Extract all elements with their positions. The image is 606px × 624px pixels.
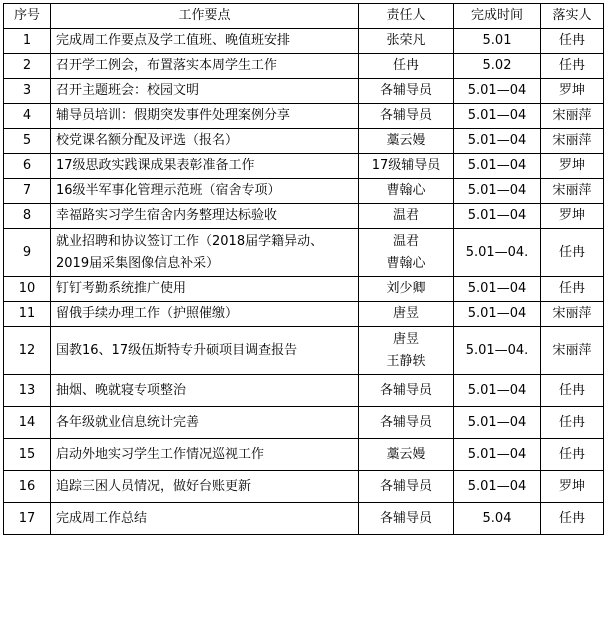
work-plan-table bbox=[3, 3, 604, 535]
cell-no: 8 bbox=[4, 204, 51, 229]
cell-owner: 各辅导员 bbox=[359, 471, 454, 503]
cell-no: 1 bbox=[4, 29, 51, 54]
table-row bbox=[4, 407, 604, 439]
cell-no: 5 bbox=[4, 129, 51, 154]
cell-owner: 温君 曹翰心 bbox=[359, 229, 454, 277]
cell-no: 2 bbox=[4, 54, 51, 79]
cell-owner: 任冉 bbox=[359, 54, 454, 79]
cell-impl: 任冉 bbox=[541, 29, 604, 54]
header-row bbox=[4, 4, 604, 29]
cell-time: 5.01—04 bbox=[454, 179, 541, 204]
table-row bbox=[4, 154, 604, 179]
cell-time: 5.01 bbox=[454, 29, 541, 54]
table-body bbox=[4, 29, 604, 535]
cell-owner: 唐昱 王静轶 bbox=[359, 327, 454, 375]
cell-time: 5.04 bbox=[454, 503, 541, 535]
cell-impl: 任冉 bbox=[541, 277, 604, 302]
cell-impl: 任冉 bbox=[541, 503, 604, 535]
cell-owner: 17级辅导员 bbox=[359, 154, 454, 179]
cell-task: 召开学工例会，布置落实本周学生工作 bbox=[51, 54, 359, 79]
cell-no: 9 bbox=[4, 229, 51, 277]
cell-impl: 罗坤 bbox=[541, 204, 604, 229]
cell-time: 5.01—04 bbox=[454, 154, 541, 179]
header-no: 序号 bbox=[4, 4, 51, 29]
cell-task: 国教16、17级伍斯特专升硕项目调查报告 bbox=[51, 327, 359, 375]
cell-task: 追踪三困人员情况，做好台账更新 bbox=[51, 471, 359, 503]
cell-impl: 罗坤 bbox=[541, 154, 604, 179]
cell-task: 幸福路实习学生宿舍内务整理达标验收 bbox=[51, 204, 359, 229]
header-owner: 责任人 bbox=[359, 4, 454, 29]
cell-task: 就业招聘和协议签订工作（2018届学籍异动、2019届采集图像信息补采） bbox=[51, 229, 359, 277]
cell-time: 5.01—04 bbox=[454, 104, 541, 129]
cell-impl: 任冉 bbox=[541, 439, 604, 471]
cell-impl: 宋丽萍 bbox=[541, 327, 604, 375]
cell-task: 钉钉考勤系统推广使用 bbox=[51, 277, 359, 302]
cell-time: 5.02 bbox=[454, 54, 541, 79]
cell-task: 完成周工作要点及学工值班、晚值班安排 bbox=[51, 29, 359, 54]
table-row bbox=[4, 503, 604, 535]
cell-no: 16 bbox=[4, 471, 51, 503]
cell-time: 5.01—04. bbox=[454, 229, 541, 277]
cell-time: 5.01—04 bbox=[454, 204, 541, 229]
cell-task: 校党课名额分配及评选（报名） bbox=[51, 129, 359, 154]
cell-no: 11 bbox=[4, 302, 51, 327]
cell-owner: 藁云嫚 bbox=[359, 129, 454, 154]
cell-task: 16级半军事化管理示范班（宿舍专项） bbox=[51, 179, 359, 204]
cell-time: 5.01—04 bbox=[454, 407, 541, 439]
header-time: 完成时间 bbox=[454, 4, 541, 29]
cell-time: 5.01—04 bbox=[454, 375, 541, 407]
table-row bbox=[4, 327, 604, 375]
cell-owner: 各辅导员 bbox=[359, 79, 454, 104]
table-row bbox=[4, 471, 604, 503]
cell-time: 5.01—04 bbox=[454, 439, 541, 471]
cell-impl: 宋丽萍 bbox=[541, 179, 604, 204]
table-row bbox=[4, 129, 604, 154]
cell-owner: 张荣凡 bbox=[359, 29, 454, 54]
cell-owner: 刘少卿 bbox=[359, 277, 454, 302]
cell-time: 5.01—04 bbox=[454, 277, 541, 302]
cell-owner: 藁云嫚 bbox=[359, 439, 454, 471]
table-row bbox=[4, 104, 604, 129]
cell-no: 6 bbox=[4, 154, 51, 179]
cell-time: 5.01—04 bbox=[454, 129, 541, 154]
table-row bbox=[4, 229, 604, 277]
cell-owner: 曹翰心 bbox=[359, 179, 454, 204]
cell-task: 召开主题班会：校园文明 bbox=[51, 79, 359, 104]
cell-no: 15 bbox=[4, 439, 51, 471]
cell-no: 7 bbox=[4, 179, 51, 204]
cell-owner: 各辅导员 bbox=[359, 375, 454, 407]
cell-task: 完成周工作总结 bbox=[51, 503, 359, 535]
cell-impl: 任冉 bbox=[541, 229, 604, 277]
cell-task: 各年级就业信息统计完善 bbox=[51, 407, 359, 439]
cell-owner: 各辅导员 bbox=[359, 104, 454, 129]
table-row bbox=[4, 79, 604, 104]
cell-impl: 任冉 bbox=[541, 54, 604, 79]
table-row bbox=[4, 439, 604, 471]
cell-time: 5.01—04 bbox=[454, 79, 541, 104]
cell-task: 17级思政实践课成果表彰准备工作 bbox=[51, 154, 359, 179]
cell-no: 17 bbox=[4, 503, 51, 535]
table-row bbox=[4, 375, 604, 407]
header-impl: 落实人 bbox=[541, 4, 604, 29]
cell-no: 10 bbox=[4, 277, 51, 302]
cell-task: 留俄手续办理工作（护照催缴） bbox=[51, 302, 359, 327]
cell-time: 5.01—04 bbox=[454, 302, 541, 327]
cell-owner: 各辅导员 bbox=[359, 407, 454, 439]
cell-time: 5.01—04 bbox=[454, 471, 541, 503]
cell-impl: 罗坤 bbox=[541, 471, 604, 503]
cell-task: 启动外地实习学生工作情况巡视工作 bbox=[51, 439, 359, 471]
cell-impl: 任冉 bbox=[541, 375, 604, 407]
cell-task: 抽烟、晚就寝专项整治 bbox=[51, 375, 359, 407]
cell-no: 14 bbox=[4, 407, 51, 439]
cell-no: 13 bbox=[4, 375, 51, 407]
cell-impl: 宋丽萍 bbox=[541, 104, 604, 129]
cell-impl: 任冉 bbox=[541, 407, 604, 439]
table-row bbox=[4, 29, 604, 54]
cell-no: 4 bbox=[4, 104, 51, 129]
cell-no: 3 bbox=[4, 79, 51, 104]
table-row bbox=[4, 277, 604, 302]
cell-impl: 宋丽萍 bbox=[541, 302, 604, 327]
cell-impl: 宋丽萍 bbox=[541, 129, 604, 154]
header-task: 工作要点 bbox=[51, 4, 359, 29]
cell-time: 5.01—04. bbox=[454, 327, 541, 375]
cell-impl: 罗坤 bbox=[541, 79, 604, 104]
cell-no: 12 bbox=[4, 327, 51, 375]
table-row bbox=[4, 204, 604, 229]
table-row bbox=[4, 302, 604, 327]
cell-owner: 各辅导员 bbox=[359, 503, 454, 535]
cell-owner: 温君 bbox=[359, 204, 454, 229]
cell-owner: 唐昱 bbox=[359, 302, 454, 327]
table-row bbox=[4, 54, 604, 79]
table-row bbox=[4, 179, 604, 204]
cell-task: 辅导员培训：假期突发事件处理案例分享 bbox=[51, 104, 359, 129]
